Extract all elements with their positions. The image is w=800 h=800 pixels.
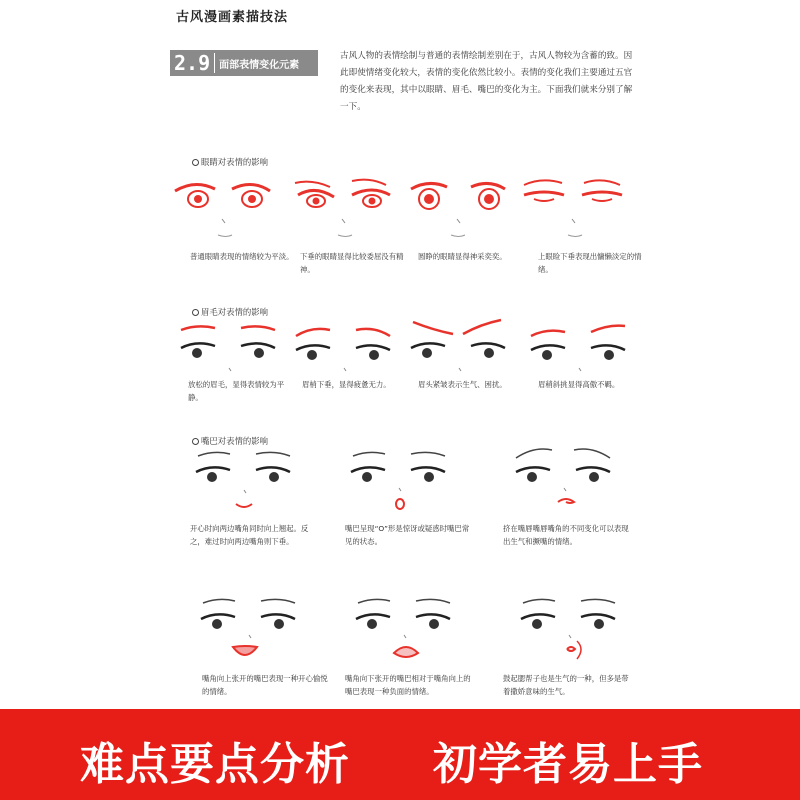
- face-sketch-pout-mouth: [510, 446, 620, 516]
- face-sketch-puffed-cheek: [515, 595, 625, 665]
- face-sketch-open-smile: [195, 595, 305, 665]
- eyes-heading: [192, 156, 268, 168]
- caption-eyes-4: 上眼睑下垂表现出慵懒淡定的情绪。: [538, 252, 642, 274]
- banner-left-text: 难点要点分析: [80, 739, 350, 790]
- face-sketch-smile-mouth: [190, 448, 300, 518]
- caption-mouth-6: 鼓起腮帮子也是生气的一种，但多是带着撒娇意味的生气。: [503, 674, 629, 696]
- caption-eyes-2: 下垂的眼睛显得比较委屈没有精神。: [300, 252, 404, 274]
- caption-mouth-3: 挤在嘴唇嘴唇嘴角的不同变化可以表现出生气和撅嘴的情绪。: [503, 524, 629, 546]
- face-sketch-raised-brows: [525, 322, 635, 377]
- face-sketch-o-mouth: [345, 448, 455, 518]
- section-number: 2.9: [174, 51, 211, 75]
- caption-mouth-2: 嘴巴呈现“O”形是惊讶或疑惑时嘴巴常见的状态。: [345, 524, 470, 546]
- mouth-heading: [192, 435, 268, 447]
- caption-brows-2: 眉梢下垂，显得疲惫无力。: [302, 380, 391, 389]
- caption-mouth-4: 嘴角向上张开的嘴巴表现一种开心愉悦的情绪。: [202, 674, 328, 696]
- face-sketch-lidded-eyes: [520, 175, 630, 245]
- eyes-heading-text: 眼睛对表情的影响: [201, 157, 268, 167]
- caption-eyes-1: 普通眼睛表现的情绪较为平淡。: [190, 252, 294, 261]
- section-header: [170, 50, 318, 76]
- caption-mouth-1: 开心时向两边嘴角同时向上翘起。反之，难过时向两边嘴角则下垂。: [190, 524, 309, 546]
- face-sketch-frowning-brows: [405, 316, 515, 376]
- face-sketch-wide-eyes: [405, 175, 515, 245]
- face-sketch-open-frown: [350, 595, 460, 665]
- promo-banner: [0, 709, 800, 800]
- face-sketch-drooping-eyes: [290, 175, 400, 245]
- face-sketch-normal-eyes: [170, 175, 280, 245]
- mouth-heading-text: 嘴巴对表情的影响: [201, 436, 268, 446]
- face-sketch-drooping-brows: [290, 322, 400, 377]
- bullet-circle-icon: [192, 309, 199, 316]
- caption-brows-3: 眉头紧皱表示生气、困扰。: [418, 380, 507, 389]
- intro-paragraph: 古风人物的表情绘制与普通的表情绘制差别在于，古风人物较为含蓄的致。因此即使情绪变化较大，表情的变化依然比较小。表情的变化我们主要通过五官的变化来表现，其中以眼睛、眉毛、嘴巴的变化为主。下面我们就来分别了解一下。: [340, 51, 633, 112]
- brows-heading: [192, 306, 268, 318]
- bullet-circle-icon: [192, 159, 199, 166]
- caption-brows-1: 放松的眉毛，显得表情较为平静。: [188, 380, 285, 402]
- banner-right-text: 初学者易上手: [433, 739, 703, 790]
- brows-heading-text: 眉毛对表情的影响: [201, 307, 268, 317]
- caption-brows-4: 眉稍斜挑显得高傲不羁。: [538, 380, 620, 389]
- section-divider: [214, 53, 215, 73]
- caption-eyes-3: 圆睁的眼睛显得神采奕奕。: [418, 252, 507, 261]
- face-sketch-relaxed-brows: [175, 322, 285, 377]
- section-title: 面部表情变化元素: [219, 59, 300, 71]
- bullet-circle-icon: [192, 438, 199, 445]
- caption-mouth-5: 嘴角向下张开的嘴巴相对于嘴角向上的嘴巴表现一种负面的情绪。: [345, 674, 471, 696]
- book-title: 古风漫画素描技法: [176, 10, 289, 25]
